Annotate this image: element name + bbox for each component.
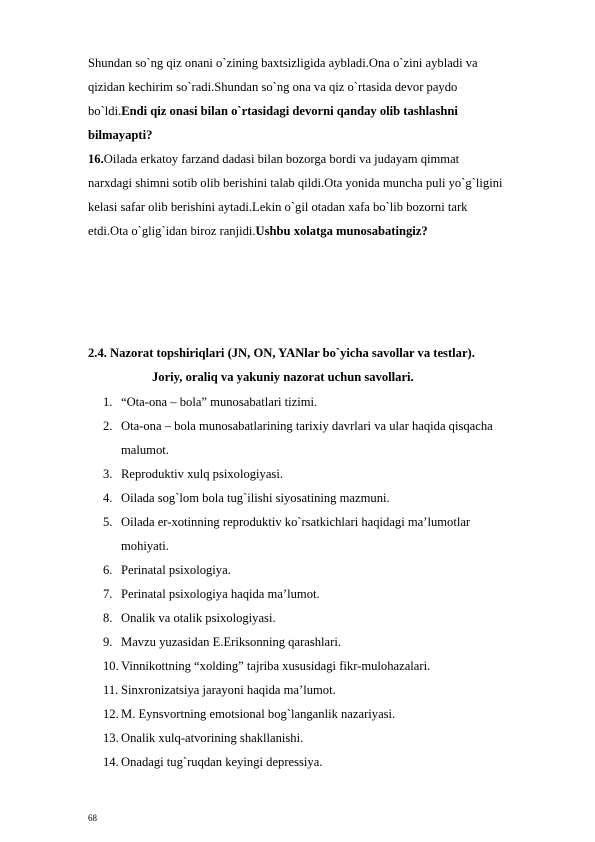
question-item: [103, 707, 395, 722]
question-text: Perinatal psixologiya.: [121, 563, 231, 577]
question-text: M. Eynsvortning emotsional bog`langanlik nazariyasi.: [121, 707, 396, 721]
question-number: 4.: [103, 491, 113, 505]
paragraph1-line1: Shundan so`ng qiz onani o`zining baxtsizligida aybladi.Ona o`zini aybladi va: [88, 56, 478, 70]
question-item: [103, 587, 320, 602]
paragraph1-line3-question: Endi qiz onasi bilan o`rtasidagi devorni qanday olib tashlashni: [121, 104, 458, 118]
question-text: Reproduktiv xulq psixologiyasi.: [121, 467, 283, 481]
paragraph1-line4-question: bilmayapti?: [88, 128, 153, 142]
question-number: 8.: [103, 611, 113, 625]
question-item: [103, 635, 341, 650]
paragraph2-line1: [88, 152, 459, 167]
paragraph2-line4-text: etdi.Ota o`glig`idan biroz ranjidi.: [88, 224, 256, 238]
question-item: [103, 611, 276, 626]
question-continuation: mohiyati.: [121, 539, 169, 553]
paragraph2-line3: kelasi safar olib berishini aytadi.Lekin o`gil otadan xafa bo`lib bozorni tark: [88, 200, 468, 214]
question-item: [103, 755, 322, 770]
question-number: 14.: [103, 755, 119, 769]
question-item: [103, 419, 493, 434]
question-text: “Ota-ona – bola” munosabatlari tizimi.: [121, 395, 318, 409]
section-title: 2.4. Nazorat topshiriqlari (JN, ON, YANlar bo`yicha savollar va testlar).: [88, 346, 475, 360]
question-text: Onalik va otalik psixologiyasi.: [121, 611, 276, 625]
question-item: [103, 659, 430, 674]
paragraph1-line3: [88, 104, 458, 119]
question-number: 9.: [103, 635, 113, 649]
question-item: [103, 467, 283, 482]
question-text: Oilada er-xotinning reproduktiv ko`rsatkichlari haqidagi ma’lumotlar: [121, 515, 471, 529]
paragraph2-line2: narxdagi shimni sotib olib berishini talab qildi.Ota yonida muncha puli yo`g`ligini: [88, 176, 503, 190]
question-item: [103, 395, 317, 410]
question-number: 7.: [103, 587, 113, 601]
question-item: [103, 683, 336, 698]
question-continuation: malumot.: [121, 443, 169, 457]
question-number: 13.: [103, 731, 119, 745]
question-text: Onadagi tug`ruqdan keyingi depressiya.: [121, 755, 323, 769]
page-number: 68: [88, 813, 97, 823]
paragraph2-line4: [88, 224, 428, 239]
question-item: [103, 563, 231, 578]
paragraph2-line1-text: Oilada erkatoy farzand dadasi bilan bozorga bordi va judayam qimmat: [103, 152, 460, 166]
paragraph2-question: Ushbu xolatga munosabatingiz?: [255, 224, 428, 238]
question-number: 11.: [103, 683, 119, 697]
question-text: Ota-ona – bola munosabatlarining tarixiy davrlari va ular haqida qisqacha: [121, 419, 493, 433]
question-number: 1.: [103, 395, 113, 409]
question-text: Oilada sog`lom bola tug`ilishi siyosatining mazmuni.: [121, 491, 390, 505]
question-text: Onalik xulq-atvorining shakllanishi.: [121, 731, 304, 745]
question-number: 3.: [103, 467, 113, 481]
question-number: 2.: [103, 419, 113, 433]
question-number: 6.: [103, 563, 113, 577]
question-text: Sinxronizatsiya jarayoni haqida ma’lumot.: [121, 683, 336, 697]
question-item: [103, 491, 390, 506]
question-text: Perinatal psixologiya haqida ma’lumot.: [121, 587, 320, 601]
question-text: Vinnikottning “xolding” tajriba xususidagi fikr-mulohazalari.: [121, 659, 431, 673]
paragraph1-line2: qizidan kechirim so`radi.Shundan so`ng ona va qiz o`rtasida devor paydo: [88, 80, 458, 94]
question-item: [103, 731, 303, 746]
paragraph2-number: 16.: [88, 152, 104, 166]
question-number: 10.: [103, 659, 119, 673]
section-subtitle: Joriy, oraliq va yakuniy nazorat uchun savollari.: [152, 370, 414, 384]
paragraph1-line3-text: bo`ldi.: [88, 104, 122, 118]
question-number: 5.: [103, 515, 113, 529]
question-number: 12.: [103, 707, 119, 721]
question-text: Mavzu yuzasidan E.Eriksonning qarashlari.: [121, 635, 341, 649]
question-item: [103, 515, 470, 530]
